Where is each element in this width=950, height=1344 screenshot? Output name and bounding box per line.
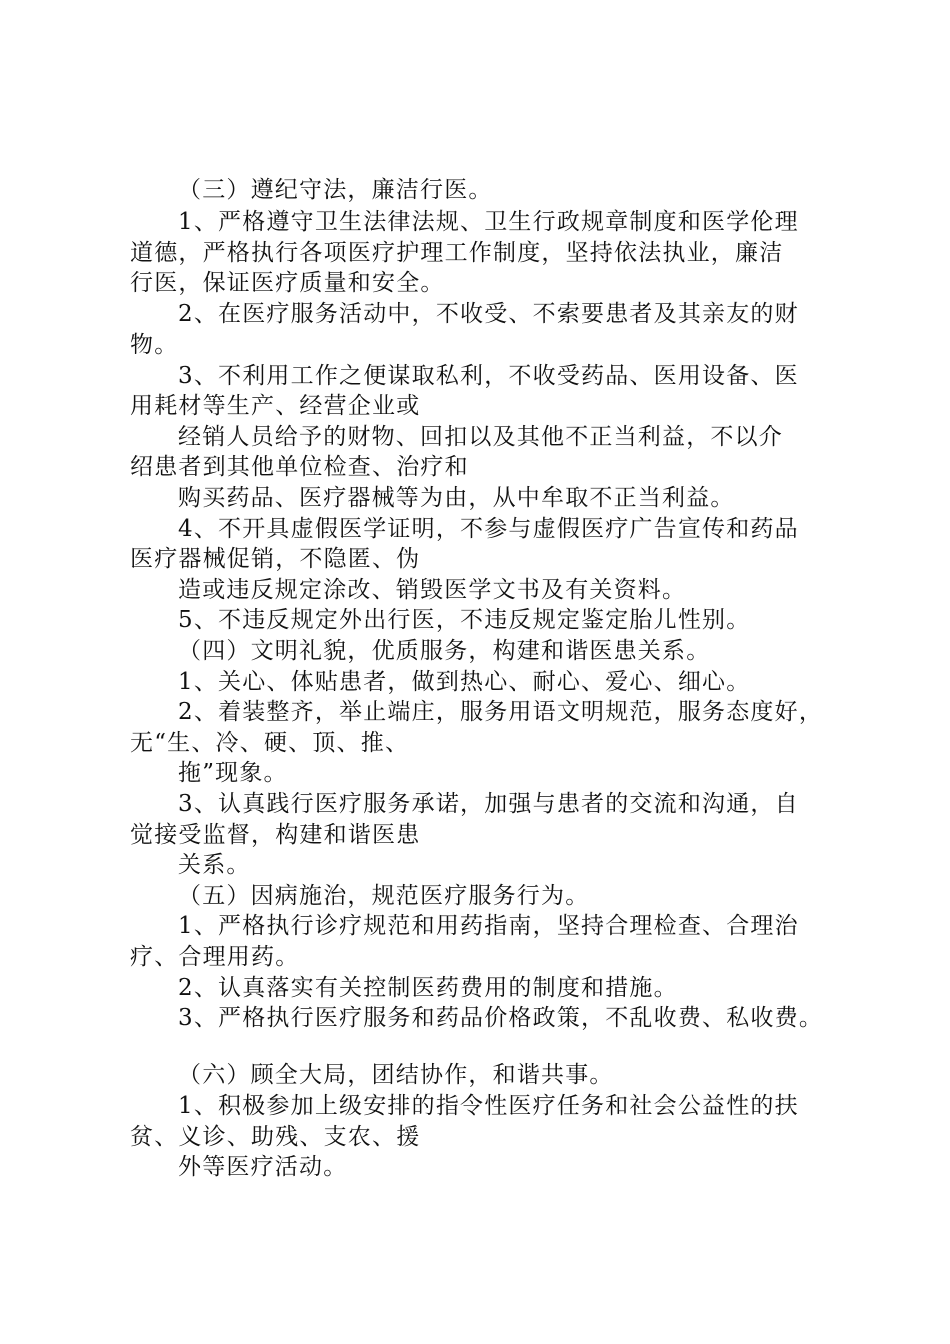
paragraph-line: 关系。 <box>178 852 251 878</box>
paragraph-line: 1、严格执行诊疗规范和用药指南，坚持合理检查、合理治 <box>178 913 799 939</box>
paragraph-line: 造或违反规定涂改、销毁医学文书及有关资料。 <box>178 577 687 603</box>
section-heading-6: （六）顾全大局，团结协作，和谐共事。 <box>178 1062 614 1088</box>
paragraph-line: 道德，严格执行各项医疗护理工作制度，坚持依法执业，廉洁 <box>130 240 784 266</box>
paragraph-line: 2、在医疗服务活动中，不收受、不索要患者及其亲友的财 <box>178 301 799 327</box>
paragraph-line: 贫、义诊、助残、支农、援 <box>130 1124 421 1150</box>
paragraph-line: 觉接受监督，构建和谐医患 <box>130 822 421 848</box>
paragraph-line: 医疗器械促销，不隐匿、伪 <box>130 546 421 572</box>
paragraph-line: 无“生、冷、硬、顶、推、 <box>130 730 410 756</box>
paragraph-line: 3、认真践行医疗服务承诺，加强与患者的交流和沟通，自 <box>178 791 799 817</box>
paragraph-line: 经销人员给予的财物、回扣以及其他不正当利益，不以介 <box>178 424 783 450</box>
paragraph-line: 2、认真落实有关控制医药费用的制度和措施。 <box>178 975 678 1001</box>
section-heading-5: （五）因病施治，规范医疗服务行为。 <box>178 883 590 909</box>
paragraph-line: 拖”现象。 <box>178 760 288 786</box>
section-heading-4: （四）文明礼貌，优质服务，构建和谐医患关系。 <box>178 638 711 664</box>
paragraph-line: 3、严格执行医疗服务和药品价格政策，不乱收费、私收费。 <box>178 1005 824 1031</box>
paragraph-line: 3、不利用工作之便谋取私利，不收受药品、医用设备、医 <box>178 363 799 389</box>
paragraph-line: 物。 <box>130 332 179 358</box>
paragraph-line: 2、着装整齐，举止端庄，服务用语文明规范，服务态度好， <box>178 699 824 725</box>
paragraph-line: 外等医疗活动。 <box>178 1154 348 1180</box>
paragraph-line: 购买药品、医疗器械等为由，从中牟取不正当利益。 <box>178 485 735 511</box>
paragraph-line: 绍患者到其他单位检查、治疗和 <box>130 454 469 480</box>
paragraph-line: 疗、合理用药。 <box>130 944 300 970</box>
section-heading-3: （三）遵纪守法，廉洁行医。 <box>178 177 493 203</box>
paragraph-line: 用耗材等生产、经营企业或 <box>130 393 421 419</box>
paragraph-line: 4、不开具虚假医学证明，不参与虚假医疗广告宣传和药品 <box>178 516 799 542</box>
paragraph-line: 5、不违反规定外出行医，不违反规定鉴定胎儿性别。 <box>178 607 751 633</box>
paragraph-line: 1、积极参加上级安排的指令性医疗任务和社会公益性的扶 <box>178 1093 799 1119</box>
paragraph-line: 1、严格遵守卫生法律法规、卫生行政规章制度和医学伦理 <box>178 209 799 235</box>
paragraph-line: 行医，保证医疗质量和安全。 <box>130 270 445 296</box>
paragraph-line: 1、关心、体贴患者，做到热心、耐心、爱心、细心。 <box>178 669 751 695</box>
